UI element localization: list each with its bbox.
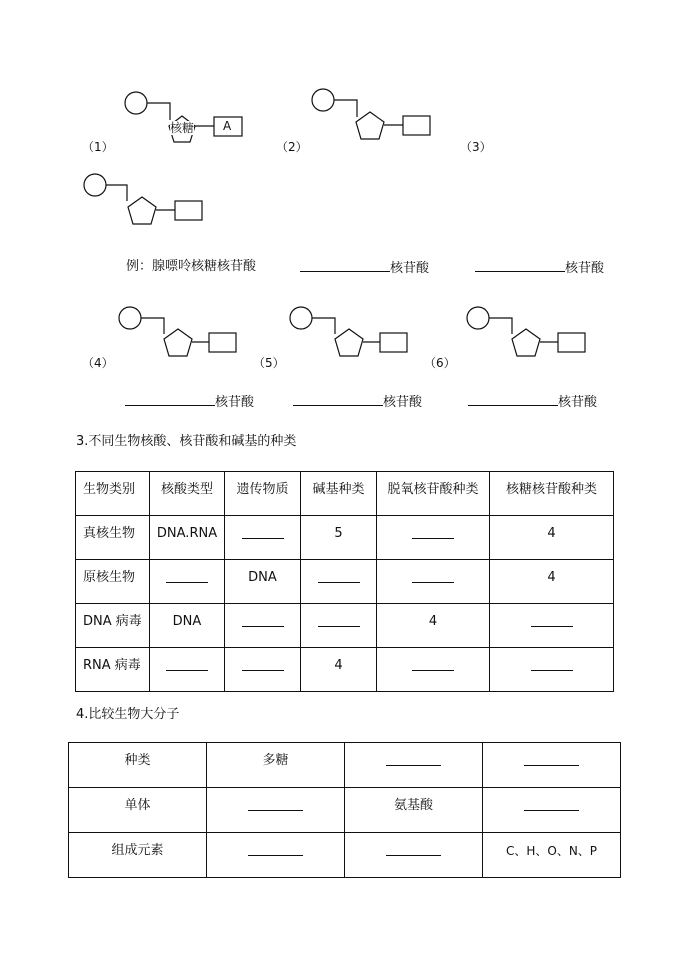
table-row bbox=[69, 788, 621, 833]
base-label: A bbox=[223, 119, 232, 133]
table-cell: 氨基酸 bbox=[345, 788, 483, 833]
answer-blank-3[interactable] bbox=[475, 259, 565, 272]
example-answer: 例：腺嘌呤核糖核苷酸 bbox=[126, 259, 257, 274]
diagram-label-5: （5） bbox=[253, 356, 285, 370]
table-cell-blank[interactable] bbox=[483, 743, 621, 788]
diagram-label-1: （1） bbox=[82, 140, 114, 154]
table-cell: 单体 bbox=[69, 788, 207, 833]
table-cell-blank[interactable] bbox=[225, 516, 301, 560]
table-cell: 5 bbox=[301, 516, 377, 560]
section3-title: 3.不同生物核酸、核苷酸和碱基的种类 bbox=[76, 434, 297, 449]
table-cell: 组成元素 bbox=[69, 833, 207, 878]
answer-line-3 bbox=[475, 259, 604, 277]
table-cell: 4 bbox=[377, 604, 490, 648]
table-cell: DNA bbox=[150, 604, 225, 648]
table-cell: RNA 病毒 bbox=[76, 648, 150, 692]
header-cell: 脱氧核苷酸种类 bbox=[377, 472, 490, 516]
answer-line-6 bbox=[468, 393, 597, 411]
sugar-label: 核糖 bbox=[170, 121, 195, 135]
table-row bbox=[69, 743, 621, 788]
table-cell-blank[interactable] bbox=[345, 833, 483, 878]
macromolecule-table bbox=[68, 742, 621, 878]
table-cell: DNA.RNA bbox=[150, 516, 225, 560]
nucleotide-diagram-3 bbox=[84, 174, 202, 224]
answer-line-2 bbox=[300, 259, 429, 277]
table-header-row bbox=[76, 472, 614, 516]
answer-suffix: 核苷酸 bbox=[565, 261, 605, 276]
diagram-label-4: （4） bbox=[82, 356, 114, 370]
header-cell: 碱基种类 bbox=[301, 472, 377, 516]
answer-line-5 bbox=[293, 393, 422, 411]
table-cell-blank[interactable] bbox=[483, 788, 621, 833]
table-cell-blank[interactable] bbox=[301, 560, 377, 604]
header-cell: 核糖核苷酸种类 bbox=[490, 472, 614, 516]
diagram-label-6: （6） bbox=[424, 356, 456, 370]
table-cell: DNA 病毒 bbox=[76, 604, 150, 648]
answer-blank-4[interactable] bbox=[125, 393, 215, 406]
answer-blank-5[interactable] bbox=[293, 393, 383, 406]
table-cell: 4 bbox=[301, 648, 377, 692]
table-row bbox=[76, 648, 614, 692]
answer-suffix: 核苷酸 bbox=[390, 261, 430, 276]
table-cell-blank[interactable] bbox=[301, 604, 377, 648]
answer-blank-6[interactable] bbox=[468, 393, 558, 406]
nucleic-acid-table bbox=[75, 471, 614, 692]
table-cell-blank[interactable] bbox=[490, 648, 614, 692]
answer-suffix: 核苷酸 bbox=[215, 395, 255, 410]
table-cell-blank[interactable] bbox=[345, 743, 483, 788]
header-cell: 核酸类型 bbox=[150, 472, 225, 516]
table-cell-blank[interactable] bbox=[150, 560, 225, 604]
table-cell: 原核生物 bbox=[76, 560, 150, 604]
table-cell-blank[interactable] bbox=[490, 604, 614, 648]
table-cell-blank[interactable] bbox=[377, 560, 490, 604]
table-cell: 多糖 bbox=[207, 743, 345, 788]
nucleotide-diagram-6 bbox=[467, 307, 585, 356]
table-cell: 4 bbox=[490, 516, 614, 560]
table-cell: C、H、O、N、P bbox=[483, 833, 621, 878]
diagram-label-3: （3） bbox=[460, 140, 492, 154]
table-cell-blank[interactable] bbox=[150, 648, 225, 692]
table-cell-blank[interactable] bbox=[225, 648, 301, 692]
table-row bbox=[76, 560, 614, 604]
table-cell-blank[interactable] bbox=[377, 516, 490, 560]
nucleotide-diagram-2 bbox=[312, 89, 430, 139]
header-cell: 生物类别 bbox=[76, 472, 150, 516]
answer-blank-2[interactable] bbox=[300, 259, 390, 272]
table-cell: 4 bbox=[490, 560, 614, 604]
table-cell-blank[interactable] bbox=[225, 604, 301, 648]
section4-title: 4.比较生物大分子 bbox=[76, 707, 180, 722]
table-cell: DNA bbox=[225, 560, 301, 604]
table-cell-blank[interactable] bbox=[207, 833, 345, 878]
nucleotide-diagram-4 bbox=[119, 307, 236, 356]
answer-line-4 bbox=[125, 393, 254, 411]
answer-suffix: 核苷酸 bbox=[383, 395, 423, 410]
table-cell-blank[interactable] bbox=[377, 648, 490, 692]
diagram-label-2: （2） bbox=[276, 140, 308, 154]
nucleotide-diagram-5 bbox=[290, 307, 407, 356]
table-row bbox=[69, 833, 621, 878]
table-cell: 真核生物 bbox=[76, 516, 150, 560]
table-row bbox=[76, 604, 614, 648]
answer-suffix: 核苷酸 bbox=[558, 395, 598, 410]
table-cell: 种类 bbox=[69, 743, 207, 788]
table-cell-blank[interactable] bbox=[207, 788, 345, 833]
header-cell: 遗传物质 bbox=[225, 472, 301, 516]
table-row bbox=[76, 516, 614, 560]
